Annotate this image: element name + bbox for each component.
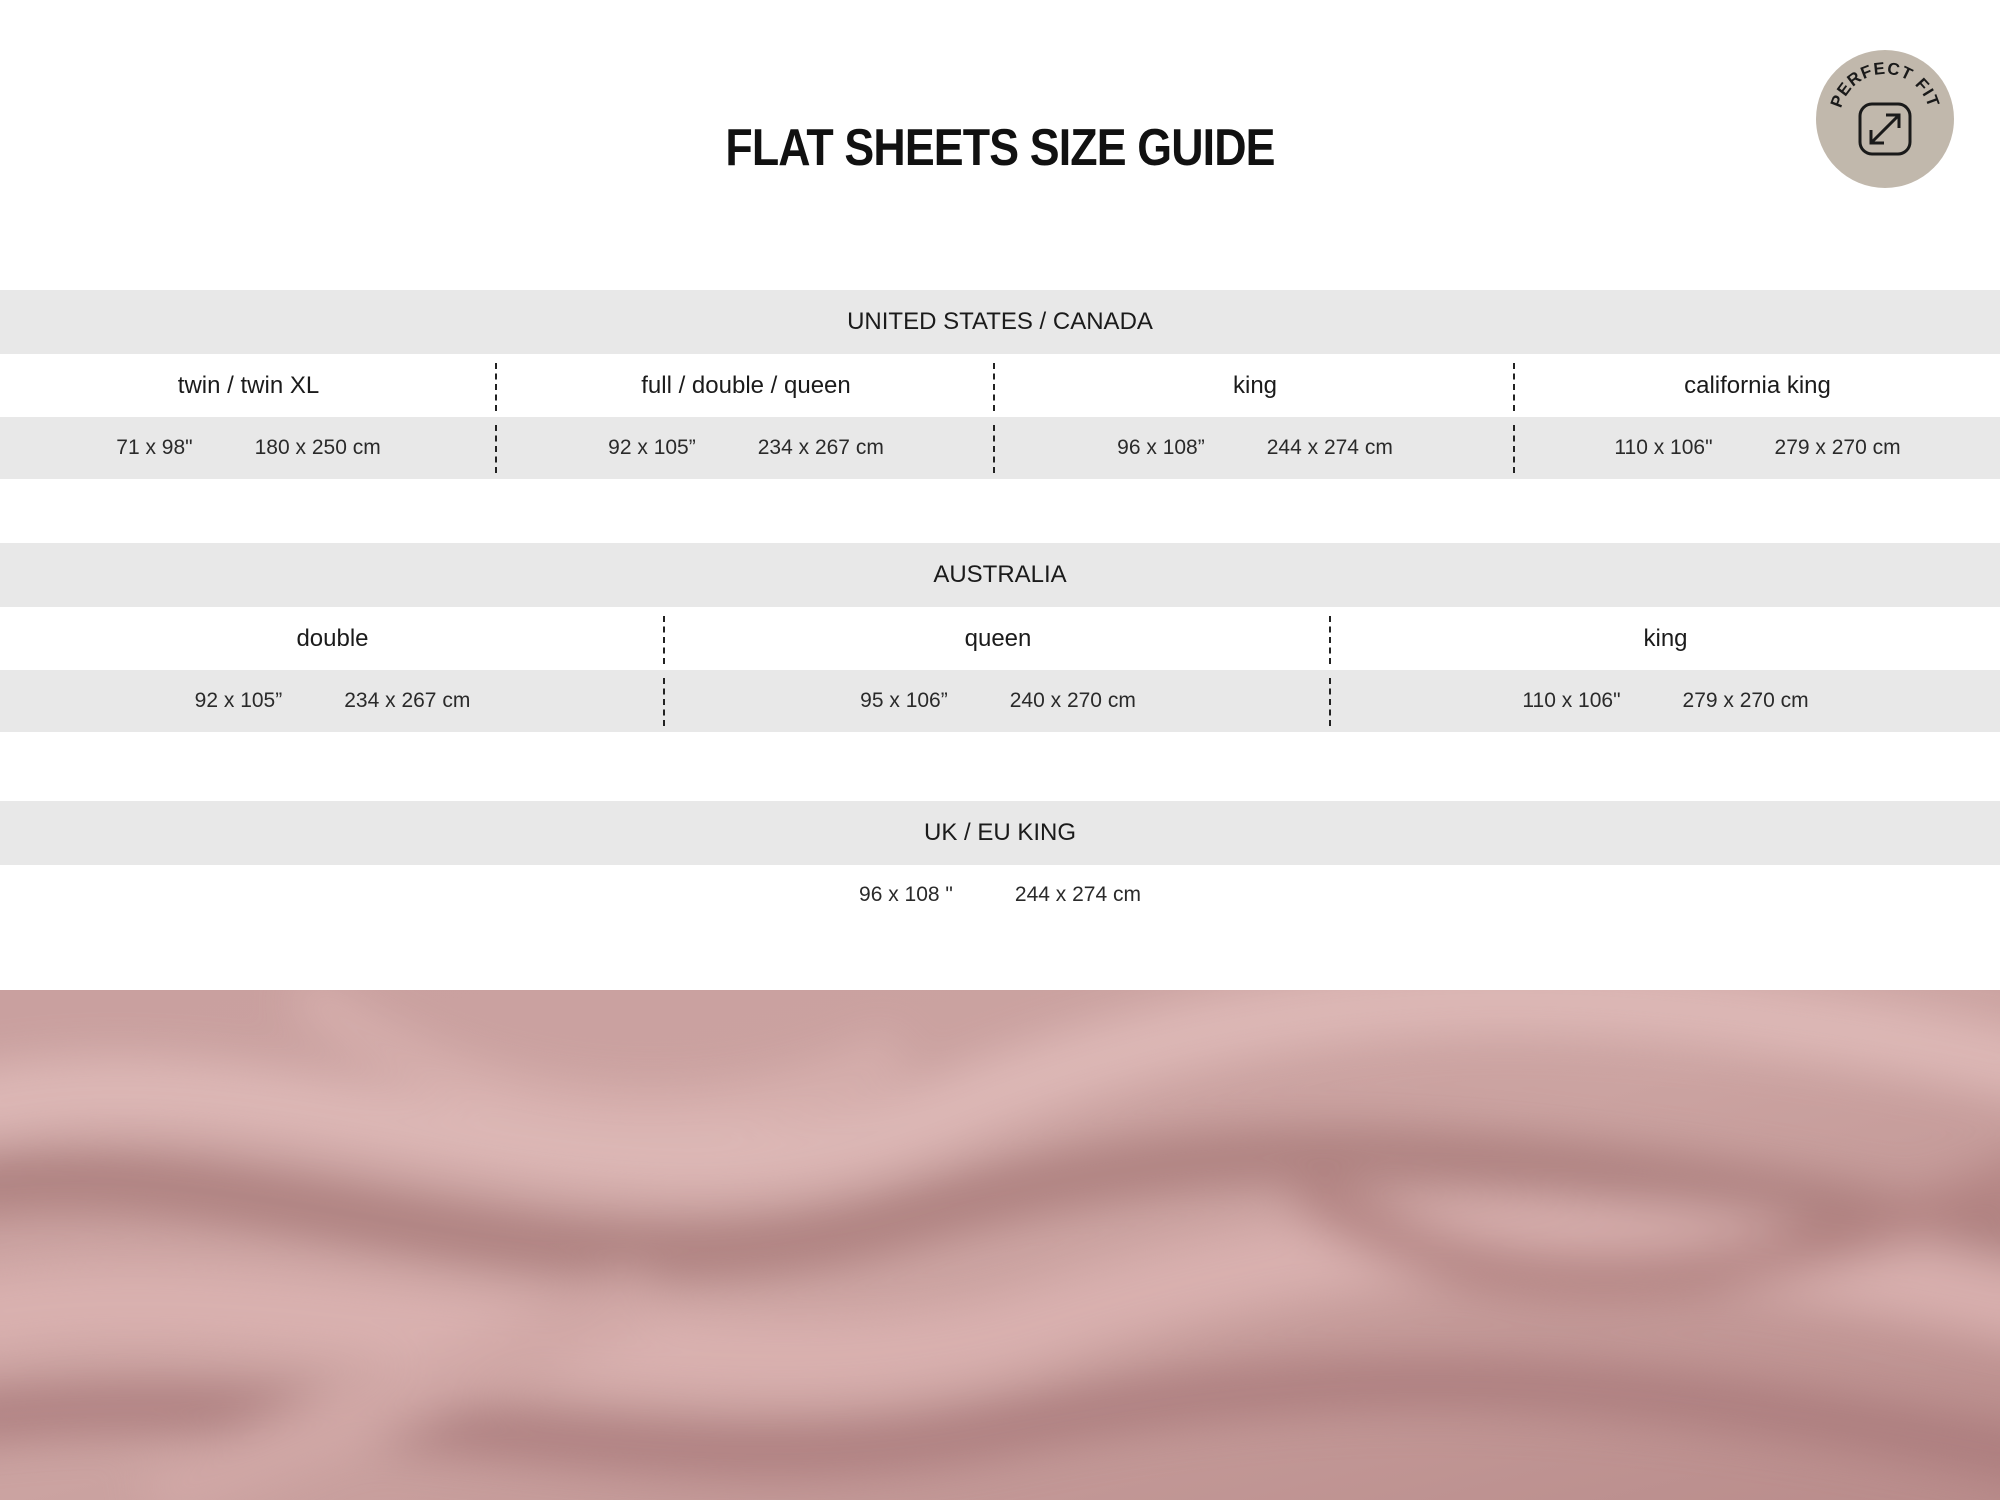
badge-text: PERFECT FIT: [1826, 58, 1944, 111]
size-dimensions-king: 96 x 108” 244 x 274 cm: [995, 417, 1515, 479]
size-label-king: king: [995, 355, 1515, 417]
size-label-double: double: [0, 608, 665, 670]
size-label-queen: queen: [665, 608, 1331, 670]
size-label-row: [0, 355, 2000, 417]
region-header-us-canada: [0, 290, 2000, 354]
page-title: FLAT SHEETS SIZE GUIDE: [725, 119, 1275, 177]
region-header-australia: [0, 543, 2000, 607]
size-label-full: full / double / queen: [497, 355, 995, 417]
size-dimensions-king: 110 x 106" 279 x 270 cm: [1522, 689, 1809, 712]
size-dimension-row: [0, 670, 2000, 732]
size-label-california-king: california king: [1684, 372, 1831, 399]
size-dimensions-california-king: 110 x 106" 279 x 270 cm: [1614, 436, 1901, 459]
perfect-fit-badge: [1816, 50, 1954, 188]
region-name: UNITED STATES / CANADA: [847, 308, 1153, 335]
size-dimensions-uk-eu-king: 96 x 108 " 244 x 274 cm: [859, 883, 1141, 906]
size-dimensions-queen: 95 x 106” 240 x 270 cm: [665, 670, 1331, 732]
linen-fabric-photo: [0, 990, 2000, 1500]
resize-diagonal-arrow-icon: [1816, 50, 1954, 188]
region-header-uk-eu: [0, 801, 2000, 865]
size-dimensions-twin: 71 x 98" 180 x 250 cm: [0, 417, 497, 479]
size-label-row: [0, 608, 2000, 670]
region-name: AUSTRALIA: [933, 561, 1067, 588]
size-dimensions-full: 92 x 105” 234 x 267 cm: [497, 417, 995, 479]
svg-text:PERFECT FIT: [1827, 59, 1943, 110]
size-dimension-row: [0, 864, 2000, 926]
size-label-twin: twin / twin XL: [0, 355, 497, 417]
size-dimension-row: [0, 417, 2000, 479]
size-dimensions-double: 92 x 105” 234 x 267 cm: [0, 670, 665, 732]
size-label-king: king: [1643, 625, 1688, 652]
region-name: UK / EU KING: [923, 819, 1077, 846]
